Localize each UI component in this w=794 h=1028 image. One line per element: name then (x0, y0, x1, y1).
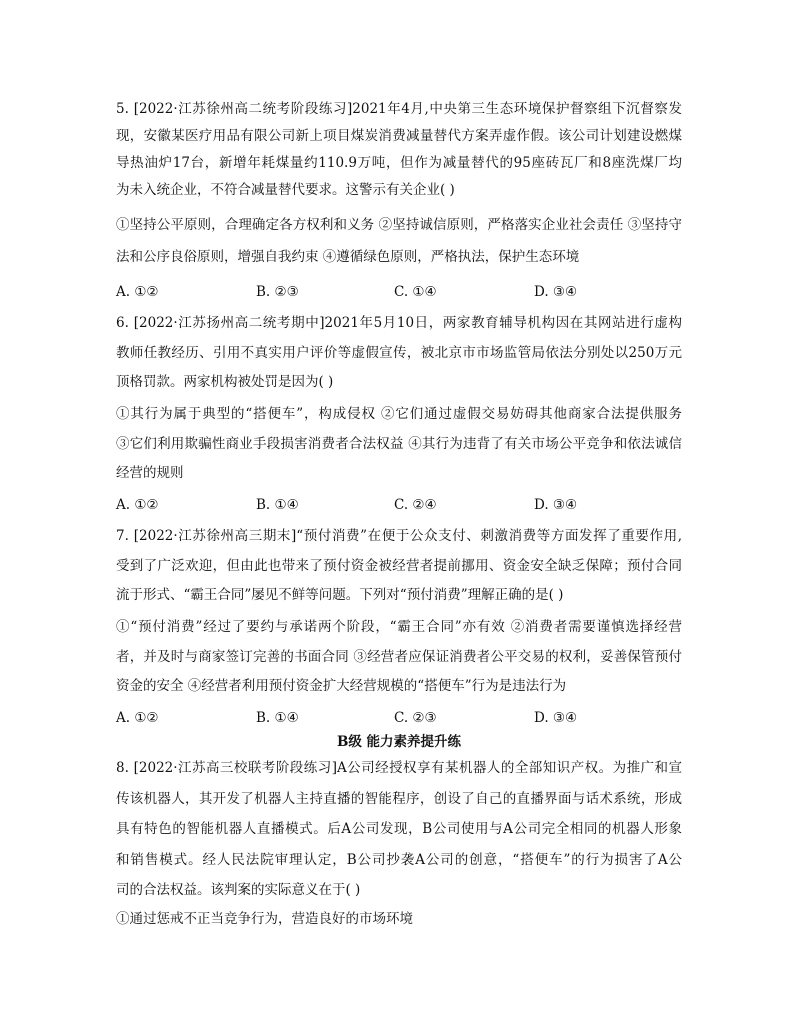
question-5-stem-cont3 (116, 181, 682, 199)
option-c[interactable]: C. ②③ (394, 710, 437, 726)
option-d[interactable]: D. ③④ (534, 497, 578, 513)
statement-line: 者，并及时与商家签订完善的书面合同 ③经营者应保证消费者公平交易的权利，妥善保管预付 (116, 649, 682, 665)
question-5-statements (116, 216, 682, 234)
option-b[interactable]: B. ①④ (256, 497, 299, 513)
option-a[interactable]: A. ①② (116, 710, 159, 726)
text-line: 司的合法权益。该判案的实际意义在于( ) (116, 882, 361, 898)
question-8-stem-cont4 (116, 881, 682, 899)
question-5-stem-cont (116, 127, 682, 145)
question-6-options (116, 496, 682, 514)
question-5-stem (116, 100, 682, 118)
question-7-options (116, 709, 682, 727)
question-7-stem-cont (116, 557, 682, 575)
text-line: 现，安徽某医疗用品有限公司新上项目煤炭消费减量替代方案弄虚作假。该公司计划建设燃煤 (116, 128, 682, 144)
question-5-stem-cont2 (116, 154, 682, 172)
text-line: 6. [2022·江苏扬州高二统考期中]2021年5月10日，两家教育辅导机构因在其网站进行虚构 (116, 315, 682, 331)
question-8-stem-cont3 (116, 851, 682, 869)
question-6-stem (116, 314, 682, 332)
statement-line: 资金的安全 ④经营者利用预付资金扩大经营规模的“搭便车”行为是违法行为 (116, 678, 567, 694)
question-6-statements (116, 405, 682, 423)
text-line: 7. [2022·江苏徐州高三期末]“预付消费”在便于公众支付、刺激消费等方面发挥了重要作用, (116, 528, 682, 544)
statement-line: ①坚持公平原则，合理确定各方权利和义务 ②坚持诚信原则，严格落实企业社会责任 ③坚持守 (116, 217, 682, 233)
question-7-stem-cont2 (116, 586, 682, 604)
question-7-statements-cont (116, 648, 682, 666)
text-line: 5. [2022·江苏徐州高二统考阶段练习]2021年4月,中央第三生态环境保护督察组下沉督察发 (116, 101, 682, 117)
question-7-statements (116, 618, 682, 636)
option-d[interactable]: D. ③④ (534, 284, 578, 300)
text-line: 传该机器人，其开发了机器人主持直播的智能程序，创设了自己的直播界面与话术系统，形成 (116, 791, 682, 807)
text-line: 导热油炉17台，新增年耗煤量约110.9万吨，但作为减量替代的95座砖瓦厂和8座洗煤厂均 (116, 155, 682, 171)
option-c[interactable]: C. ①④ (394, 284, 437, 300)
text-line: 受到了广泛欢迎，但由此也带来了预付资金被经营者提前挪用、资金安全缺乏保障；预付合同 (116, 558, 682, 574)
statement-line: ①其行为属于典型的“搭便车”，构成侵权 ②它们通过虚假交易妨碍其他商家合法提供服务 (116, 406, 682, 422)
question-8-statements (116, 910, 682, 928)
question-7-statements-cont2 (116, 677, 682, 695)
option-a[interactable]: A. ①② (116, 284, 159, 300)
section-title: B级 能力素养提升练 (336, 734, 462, 750)
statement-line: ①通过惩戒不正当竞争行为，营造良好的市场环境 (116, 911, 413, 927)
question-8-stem-cont2 (116, 820, 682, 838)
text-line: 顶格罚款。两家机构被处罚是因为( ) (116, 374, 334, 390)
statement-line: 经营的规则 (116, 465, 184, 481)
statement-line: 法和公序良俗原则，增强自我约束 ④遵循绿色原则，严格执法，保护生态环境 (116, 249, 580, 265)
option-b[interactable]: B. ②③ (256, 284, 299, 300)
text-line: 8. [2022·江苏高三校联考阶段练习]A公司经授权享有某机器人的全部知识产权。为推广和宣 (116, 760, 682, 776)
text-line: 和销售模式。经人民法院审理认定，B公司抄袭A公司的创意，“搭便车”的行为损害了A公 (116, 852, 682, 868)
question-6-statements-cont (116, 435, 682, 453)
text-line: 流于形式、“霸王合同”屡见不鲜等问题。下列对“预付消费”理解正确的是( ) (116, 587, 564, 603)
question-6-stem-cont (116, 344, 682, 362)
question-7-stem (116, 527, 682, 545)
option-d[interactable]: D. ③④ (534, 710, 578, 726)
text-line: 教师任教经历、引用不真实用户评价等虚假宣传，被北京市市场监管局依法分别处以250万元 (116, 345, 682, 361)
statement-line: ①“预付消费”经过了要约与承诺两个阶段，“霸王合同”亦有效 ②消费者需要谨慎选择经营 (116, 619, 682, 635)
question-5-statements-cont (116, 248, 682, 266)
question-5-options (116, 283, 682, 301)
option-a[interactable]: A. ①② (116, 497, 159, 513)
question-8-stem (116, 759, 682, 777)
text-line: 具有特色的智能机器人直播模式。后A公司发现，B公司使用与A公司完全相同的机器人形象 (116, 821, 682, 837)
question-6-stem-cont2 (116, 373, 682, 391)
statement-line: ③它们利用欺骗性商业手段损害消费者合法权益 ④其行为违背了有关市场公平竞争和依法诚信 (116, 436, 682, 452)
question-6-statements-cont2 (116, 464, 682, 482)
option-b[interactable]: B. ①④ (256, 710, 299, 726)
option-c[interactable]: C. ②④ (394, 497, 437, 513)
question-8-stem-cont (116, 790, 682, 808)
text-line: 为未入统企业，不符合减量替代要求。这警示有关企业( ) (116, 182, 455, 198)
